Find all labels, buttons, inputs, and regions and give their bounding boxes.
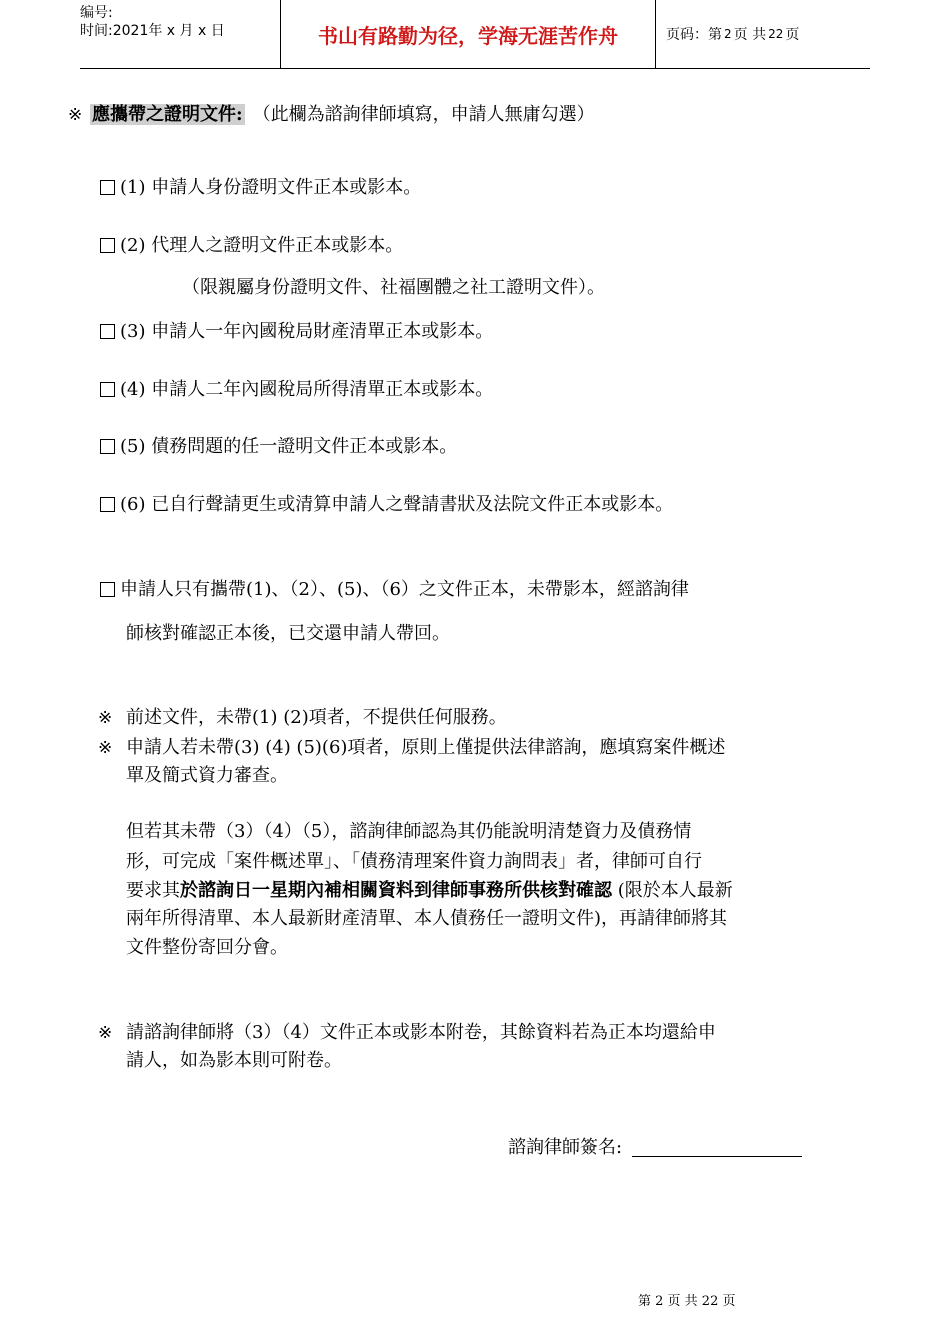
note-paragraph-line-1: 但若其未帶（3）（4）（5），諮詢律師認為其仍能說明清楚資力及債務情 bbox=[126, 821, 692, 842]
section-title: 應攜帶之證明文件: bbox=[92, 104, 243, 125]
note-3-cont: 請人，如為影本則可附卷。 bbox=[126, 1050, 342, 1071]
doc-id-label: 编号: bbox=[80, 5, 113, 21]
checkbox-icon[interactable] bbox=[100, 324, 115, 339]
note-paragraph-line-2: 形，可完成「案件概述單」、「債務清理案件資力詢問表」者，律師可自行 bbox=[126, 851, 702, 872]
reference-mark: ※ bbox=[98, 1023, 113, 1043]
note-1: ※ 前述文件，未帶(1) (2)項者，不提供任何服務。 bbox=[98, 707, 507, 728]
page-footer: 第 2 页 共 22 页 bbox=[638, 1294, 736, 1309]
original-only-item-cont: 師核對確認正本後，已交還申請人帶回。 bbox=[126, 623, 450, 644]
note-3: ※ 請諮詢律師將（3）（4）文件正本或影本附卷，其餘資料若為正本均還給申 bbox=[98, 1022, 716, 1043]
checklist-item-6[interactable]: (6) 已自行聲請更生或清算申請人之聲請書狀及法院文件正本或影本。 bbox=[100, 493, 673, 517]
checkbox-icon[interactable] bbox=[100, 582, 115, 597]
checkbox-icon[interactable] bbox=[100, 382, 115, 397]
signature-label: 諮詢律師簽名: bbox=[508, 1137, 623, 1158]
doc-time: 时间:2021年 x 月 x 日 bbox=[80, 23, 225, 39]
checklist-item-3[interactable]: (3) 申請人一年內國稅局財產清單正本或影本。 bbox=[100, 320, 493, 344]
original-only-item[interactable]: 申請人只有攜帶(1)、（2）、(5)、（6）之文件正本，未帶影本，經諮詢律 bbox=[100, 578, 689, 602]
signature-field[interactable] bbox=[632, 1136, 802, 1157]
note-paragraph-line-3: 要求其於諮詢日一星期內補相關資料到律師事務所供核對確認 (限於本人最新 bbox=[126, 880, 733, 901]
checklist-item-4[interactable]: (4) 申請人二年內國稅局所得清單正本或影本。 bbox=[100, 378, 493, 402]
note-paragraph-line-4: 兩年所得清單、本人最新財產清單、本人債務任一證明文件)，再請律師將其 bbox=[126, 908, 728, 929]
header-meta bbox=[80, 0, 280, 72]
reference-mark: ※ bbox=[98, 708, 113, 728]
section-note: （此欄為諮詢律師填寫，申請人無庸勾選） bbox=[252, 104, 595, 125]
checklist-item-2-note: （限親屬身份證明文件、社福團體之社工證明文件）。 bbox=[182, 277, 605, 298]
checklist-item-1[interactable]: (1) 申請人身份證明文件正本或影本。 bbox=[100, 176, 421, 200]
checkbox-icon[interactable] bbox=[100, 238, 115, 253]
checklist-item-2[interactable]: (2) 代理人之證明文件正本或影本。 bbox=[100, 234, 403, 258]
checkbox-icon[interactable] bbox=[100, 180, 115, 195]
section-heading bbox=[68, 103, 595, 127]
checkbox-icon[interactable] bbox=[100, 439, 115, 454]
reference-mark: ※ bbox=[98, 738, 113, 758]
signature-row bbox=[508, 1136, 802, 1160]
checkbox-icon[interactable] bbox=[100, 497, 115, 512]
note-2-cont: 單及簡式資力審查。 bbox=[126, 765, 288, 786]
header-motto-cell bbox=[280, 0, 656, 68]
note-paragraph-line-5: 文件整份寄回分會。 bbox=[126, 937, 288, 958]
checklist-item-5[interactable]: (5) 債務問題的任一證明文件正本或影本。 bbox=[100, 435, 457, 459]
reference-mark: ※ bbox=[68, 105, 83, 125]
note-2: ※ 申請人若未帶(3) (4) (5)(6)項者，原則上僅提供法律諮詢，應填寫案件概述 bbox=[98, 737, 726, 758]
deadline-emphasis: 於諮詢日一星期內補相關資料到律師事務所供核對確認 bbox=[180, 880, 612, 901]
page-header bbox=[80, 0, 870, 69]
header-page-number: 页码：第 2 页 共 22 页 bbox=[666, 27, 800, 43]
motto: 书山有路勤为径，学海无涯苦作舟 bbox=[318, 23, 618, 48]
